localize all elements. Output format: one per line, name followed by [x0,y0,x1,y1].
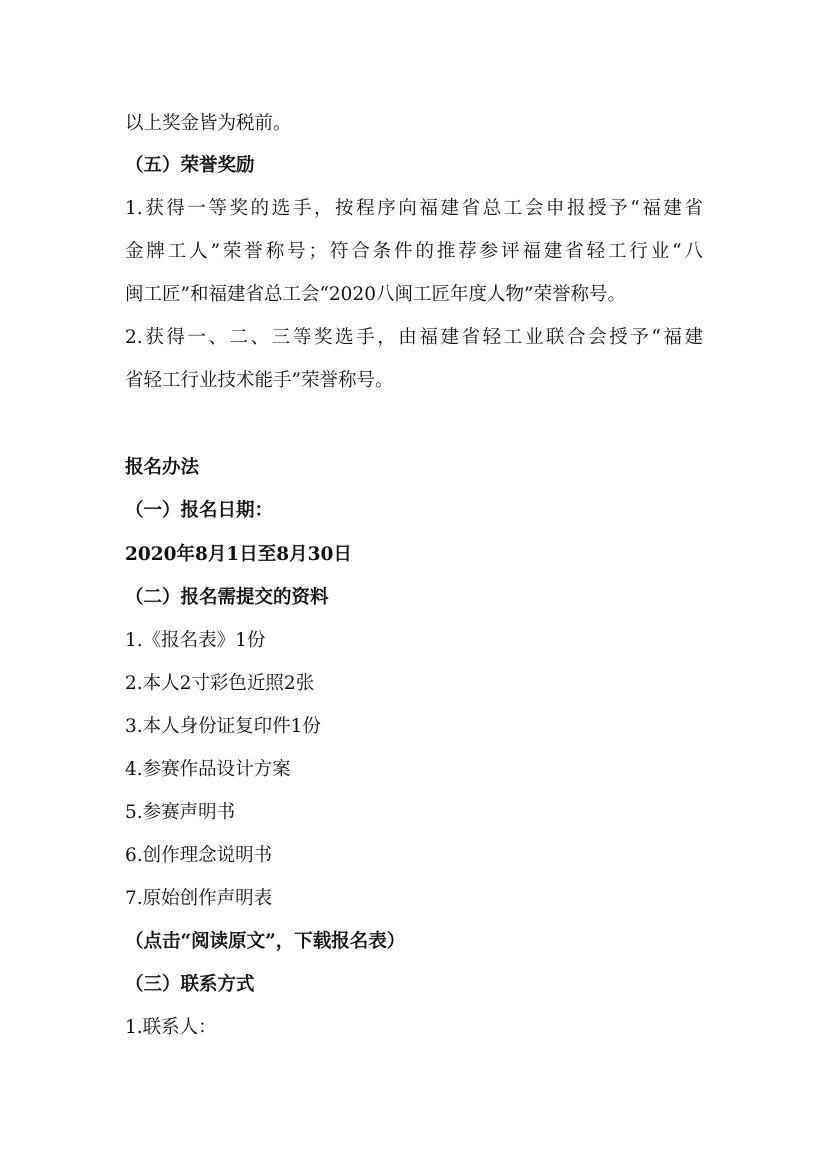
materials-heading: （二）报名需提交的资料 [125,587,329,608]
tax-note: 以上奖金皆为税前。 [125,113,292,134]
contact-person: 1.联系人： [125,1017,217,1038]
contact-heading: （三）联系方式 [125,974,255,995]
honor-item-2-line-1: 2.获得一、二、三等奖选手，由福建省轻工业联合会授予“福建 [125,327,703,348]
materials-item: 5.参赛声明书 [125,802,236,823]
materials-item: 7.原始创作声明表 [125,888,273,909]
honor-heading: （五）荣誉奖励 [125,155,255,176]
registration-heading: 报名办法 [125,457,200,478]
materials-item: 1.《报名表》1份 [125,630,266,651]
materials-item: 3.本人身份证复印件1份 [125,716,321,737]
honor-item-1-line-1: 1.获得一等奖的选手，按程序向福建省总工会申报授予“福建省 [125,198,703,219]
honor-item-1-line-2: 金牌工人”荣誉称号；符合条件的推荐参评福建省轻工行业“八 [125,241,703,262]
materials-item: 6.创作理念说明书 [125,845,273,866]
registration-date-heading: （一）报名日期： [125,500,274,521]
materials-item: 2.本人2寸彩色近照2张 [125,673,315,694]
materials-item: 4.参赛作品设计方案 [125,759,291,780]
honor-item-1-line-3: 闽工匠”和福建省总工会“2020八闽工匠年度人物”荣誉称号。 [125,284,626,305]
download-note: （点击“阅读原文”，下载报名表） [125,931,406,952]
honor-item-2-line-2: 省轻工行业技术能手”荣誉称号。 [125,370,394,391]
registration-date-value: 2020年8月1日至8月30日 [125,544,352,565]
